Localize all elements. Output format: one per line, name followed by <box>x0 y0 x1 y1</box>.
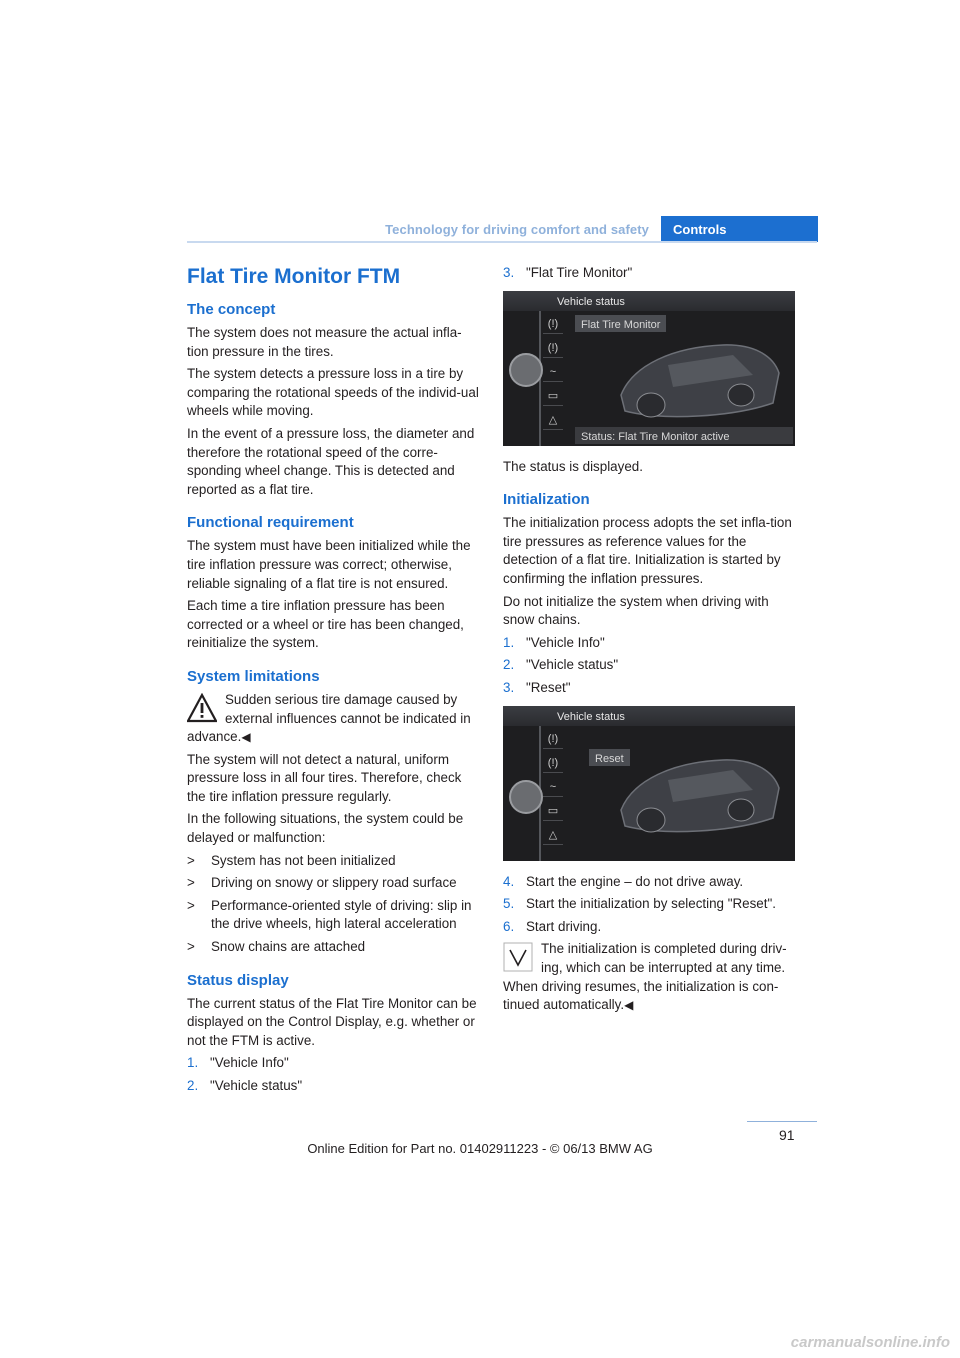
initialization-steps-b <box>503 873 798 937</box>
selected-menu-item: Flat Tire Monitor <box>575 315 666 332</box>
status-steps <box>187 1054 479 1095</box>
initialization-paragraph-1: The initialization process adopts the set infla-tion tire pressures as reference values for the detection of a flat tire. Initialization is started by confirming the inflation pressures. <box>503 515 792 586</box>
tire-pressure-icon: (!) <box>543 339 563 358</box>
screen-title: Vehicle status <box>557 710 625 723</box>
running-header-tab: Controls <box>661 216 818 242</box>
list-item: > Driving on snowy or slippery road surface <box>187 874 479 893</box>
list-item: > System has not been initialized <box>187 852 479 871</box>
list-item: 1. "Vehicle Info" <box>187 1055 289 1071</box>
functional-heading: Functional requirement <box>187 514 354 532</box>
screen-title: Vehicle status <box>557 295 625 308</box>
warning-icon: △ <box>543 411 563 430</box>
tire-icon: (!) <box>543 315 563 334</box>
screen-title-bar <box>503 706 795 726</box>
controller-knob-icon <box>509 780 543 814</box>
running-header-section: Technology for driving comfort and safety <box>385 222 649 237</box>
bullet-mark: > <box>187 852 195 868</box>
bullet-mark: > <box>187 939 195 955</box>
status-steps-continued <box>503 264 798 283</box>
car-icon: ▭ <box>543 802 563 821</box>
warning-icon: △ <box>543 826 563 845</box>
control-display-screenshot-reset <box>503 706 795 861</box>
left-column <box>187 264 479 1100</box>
limitations-paragraph-1: The system will not detect a natural, uniform pressure loss in all four tires. Therefore, check the tire inflation pressure regularly. <box>187 751 462 804</box>
list-item: > Performance-oriented style of driving: slip in the drive wheels, high lateral acceleration <box>187 897 472 932</box>
status-heading: Status display <box>187 971 289 989</box>
warning-triangle-icon <box>187 693 217 723</box>
right-column <box>503 264 798 1019</box>
status-displayed-text: The status is displayed. <box>503 458 643 474</box>
list-item: 5. Start the initialization by selecting "Reset". <box>503 896 776 912</box>
note-arrow-icon <box>503 942 533 972</box>
concept-paragraph-2: The system detects a pressure loss in a tire by comparing the rotational speeds of the individ-ual wheels while moving. <box>187 366 479 419</box>
info-note <box>503 940 798 1014</box>
concept-heading: The concept <box>187 301 276 318</box>
car-illustration <box>613 325 783 425</box>
list-item: 3. "Reset" <box>503 679 571 695</box>
menu-icons <box>543 730 565 850</box>
warning-text: Sudden serious tire damage caused by external influences cannot be indicated in advance. <box>187 691 471 745</box>
status-paragraph-1: The current status of the Flat Tire Monitor can be displayed on the Control Display, e.g. whether or not the FTM is active. <box>187 995 477 1048</box>
list-item: 4. Start the engine – do not drive away. <box>503 873 744 889</box>
page-number: 91 <box>779 1127 795 1143</box>
tire-pressure-icon: (!) <box>543 754 563 773</box>
limitations-heading: System limitations <box>187 667 320 685</box>
screen-title-bar <box>503 291 795 311</box>
list-item: > Snow chains are attached <box>187 938 479 957</box>
end-mark-icon: ◀ <box>241 730 251 745</box>
initialization-paragraph-2: Do not initialize the system when driving with snow chains. <box>503 593 769 628</box>
initialization-steps-a <box>503 634 798 698</box>
functional-paragraph-2: Each time a tire inflation pressure has been corrected or a wheel or tire has been changed, reinitialize the system. <box>187 598 464 651</box>
bullet-mark: > <box>187 875 195 891</box>
footer-rule <box>747 1121 817 1122</box>
list-item: 2. "Vehicle status" <box>503 657 619 673</box>
control-display-screenshot-status <box>503 291 795 446</box>
controller-knob-icon <box>509 353 543 387</box>
initialization-heading: Initialization <box>503 491 590 509</box>
oil-icon: ~ <box>543 363 563 382</box>
edition-notice: Online Edition for Part no. 01402911223 - © 06/13 BMW AG <box>307 1141 653 1156</box>
tire-icon: (!) <box>543 730 563 749</box>
list-item: 1. "Vehicle Info" <box>503 634 605 650</box>
list-item: 6. Start driving. <box>503 918 602 934</box>
car-icon: ▭ <box>543 387 563 406</box>
concept-paragraph-3: In the event of a pressure loss, the diameter and therefore the rotational speed of the corre-sponding wheel change. This is detected and reported as a flat tire. <box>187 425 475 497</box>
functional-paragraph-1: The system must have been initialized while the tire inflation pressure was correct; otherwise, reliable signaling of a flat tire is not ensured. <box>187 538 471 591</box>
list-item: 3. "Flat Tire Monitor" <box>503 265 633 280</box>
watermark: carmanualsonline.info <box>790 1334 950 1351</box>
oil-icon: ~ <box>543 778 563 797</box>
bullet-mark: > <box>187 897 195 913</box>
concept-paragraph-1: The system does not measure the actual infla-tion pressure in the tires. <box>187 325 462 359</box>
limitations-list <box>187 852 479 957</box>
limitations-paragraph-2: In the following situations, the system could be delayed or malfunction: <box>187 811 464 846</box>
selected-menu-item: Reset <box>589 749 630 766</box>
car-illustration <box>613 740 783 840</box>
status-line: Status: Flat Tire Monitor active <box>575 427 793 444</box>
note-text: The initialization is completed during driv-ing, which can be interrupted at any time. When driving resumes, the initialization is con-tinued automatically. <box>503 941 787 1013</box>
page-title: Flat Tire Monitor FTM <box>187 265 401 288</box>
end-mark-icon: ◀ <box>624 998 634 1013</box>
menu-icons <box>543 315 565 435</box>
list-item: 2. "Vehicle status" <box>187 1078 303 1093</box>
warning-note <box>187 691 479 747</box>
header-rule <box>187 241 817 243</box>
